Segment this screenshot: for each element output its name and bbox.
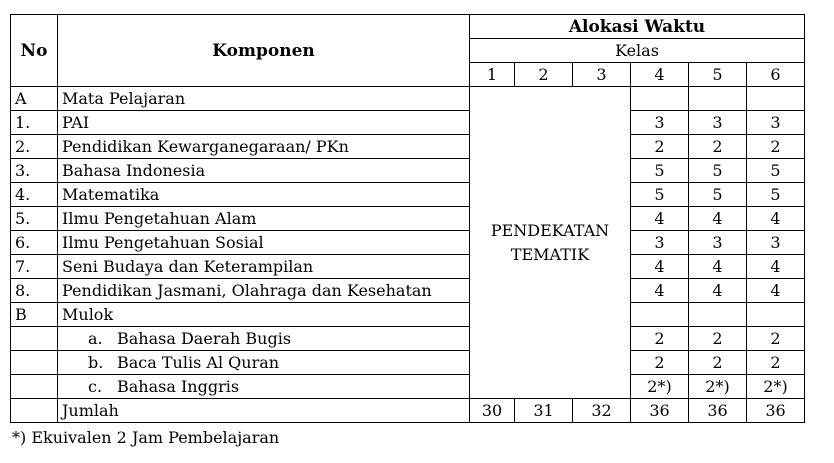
table-row [11, 159, 805, 183]
row-number: 4. [11, 183, 58, 207]
row-label: Mulok [58, 303, 470, 327]
grade-header: 5 [689, 63, 747, 87]
hours-cell: 2 [747, 135, 805, 159]
hours-cell: 3 [689, 231, 747, 255]
sub-letter: c. [88, 376, 103, 396]
hours-cell [747, 303, 805, 327]
grade-header: 2 [515, 63, 573, 87]
row-number: 7. [11, 255, 58, 279]
hours-cell: 3 [747, 111, 805, 135]
hours-cell: 5 [689, 159, 747, 183]
row-number [11, 375, 58, 399]
hours-cell: 4 [631, 255, 689, 279]
hours-cell: 5 [747, 159, 805, 183]
row-label: Pendidikan Jasmani, Olahraga dan Kesehatan [58, 279, 470, 303]
table-row [11, 111, 805, 135]
row-number [11, 327, 58, 351]
hours-cell: 5 [631, 159, 689, 183]
row-label: Bahasa Indonesia [58, 159, 470, 183]
tematik-line: PENDEKATAN [490, 220, 610, 240]
hours-cell: 2 [631, 351, 689, 375]
row-label [58, 375, 470, 399]
grade-header: 1 [470, 63, 515, 87]
total-cell: 30 [470, 399, 515, 423]
row-number [11, 351, 58, 375]
hours-cell: 5 [689, 183, 747, 207]
sub-letter: b. [88, 352, 104, 372]
header-row-1 [11, 15, 805, 39]
hours-cell [689, 87, 747, 111]
hours-cell: 2*) [747, 375, 805, 399]
pendekatan-tematik-cell [470, 87, 631, 399]
row-label: Matematika [58, 183, 470, 207]
hours-cell: 4 [747, 255, 805, 279]
total-cell: 32 [573, 399, 631, 423]
total-cell: 36 [747, 399, 805, 423]
table-row [11, 255, 805, 279]
row-label: Pendidikan Kewarganegaraan/ PKn [58, 135, 470, 159]
hours-cell: 2 [689, 135, 747, 159]
hours-cell [689, 303, 747, 327]
table-row [11, 303, 805, 327]
table-row [11, 351, 805, 375]
hours-cell: 3 [631, 231, 689, 255]
footnote: *) Ekuivalen 2 Jam Pembelajaran [12, 428, 280, 447]
table-row [11, 135, 805, 159]
row-number: 5. [11, 207, 58, 231]
row-label [58, 351, 470, 375]
hours-cell: 4 [689, 255, 747, 279]
hours-cell: 3 [689, 111, 747, 135]
grade-header: 6 [747, 63, 805, 87]
hours-cell: 2 [631, 327, 689, 351]
row-label [58, 327, 470, 351]
row-label: Ilmu Pengetahuan Sosial [58, 231, 470, 255]
tematik-line: TEMATIK [510, 244, 590, 264]
row-number: A [11, 87, 58, 111]
row-number: 6. [11, 231, 58, 255]
header-alokasi-waktu: Alokasi Waktu [470, 15, 805, 39]
total-label: Jumlah [58, 399, 470, 423]
hours-cell: 2 [689, 327, 747, 351]
sub-letter: a. [88, 328, 103, 348]
total-cell: 36 [689, 399, 747, 423]
sub-label-text: Baca Tulis Al Quran [117, 352, 280, 372]
hours-cell: 5 [631, 183, 689, 207]
header-no: No [11, 15, 58, 87]
hours-cell: 4 [631, 279, 689, 303]
hours-cell: 4 [689, 207, 747, 231]
table-row [11, 279, 805, 303]
hours-cell: 4 [747, 207, 805, 231]
table-row [11, 183, 805, 207]
header-kelas: Kelas [470, 39, 805, 63]
row-number: B [11, 303, 58, 327]
row-label: Ilmu Pengetahuan Alam [58, 207, 470, 231]
sub-label-text: Bahasa Daerah Bugis [117, 328, 292, 348]
curriculum-table [10, 14, 805, 423]
row-label: Mata Pelajaran [58, 87, 470, 111]
table-row [11, 375, 805, 399]
row-label: PAI [58, 111, 470, 135]
row-number: 1. [11, 111, 58, 135]
hours-cell: 4 [747, 279, 805, 303]
hours-cell: 2*) [689, 375, 747, 399]
hours-cell: 2 [631, 135, 689, 159]
grade-header: 3 [573, 63, 631, 87]
total-row [11, 399, 805, 423]
row-label: Seni Budaya dan Keterampilan [58, 255, 470, 279]
table-row [11, 231, 805, 255]
hours-cell [747, 87, 805, 111]
row-number: 2. [11, 135, 58, 159]
row-number: 8. [11, 279, 58, 303]
table-row [11, 327, 805, 351]
hours-cell: 2 [747, 351, 805, 375]
hours-cell: 2 [689, 351, 747, 375]
hours-cell: 4 [689, 279, 747, 303]
header-komponen: Komponen [58, 15, 470, 87]
grade-header: 4 [631, 63, 689, 87]
hours-cell: 3 [747, 231, 805, 255]
table-row [11, 87, 805, 111]
hours-cell: 2 [747, 327, 805, 351]
total-cell: 31 [515, 399, 573, 423]
hours-cell: 4 [631, 207, 689, 231]
row-number [11, 399, 58, 423]
total-cell: 36 [631, 399, 689, 423]
hours-cell [631, 87, 689, 111]
table-row [11, 207, 805, 231]
row-number: 3. [11, 159, 58, 183]
hours-cell: 2*) [631, 375, 689, 399]
sub-label-text: Bahasa Inggris [117, 376, 240, 396]
hours-cell [631, 303, 689, 327]
hours-cell: 5 [747, 183, 805, 207]
hours-cell: 3 [631, 111, 689, 135]
